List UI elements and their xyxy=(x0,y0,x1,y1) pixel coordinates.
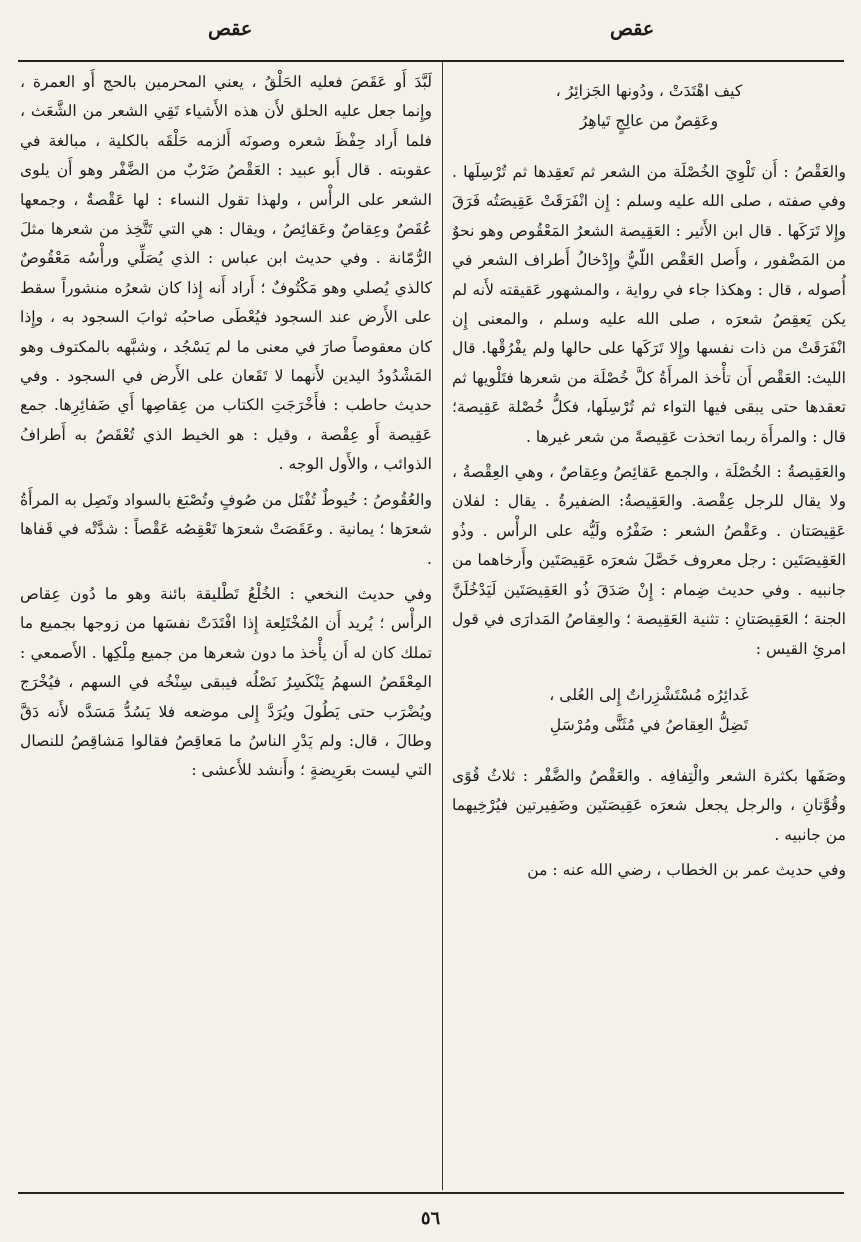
verse-mid xyxy=(452,680,846,740)
right-column xyxy=(452,68,846,1186)
entry-paragraph: وفي حديث عمر بن الخطاب ، رضي الله عنه : من xyxy=(527,861,846,880)
running-head-right: عقص xyxy=(610,18,655,40)
page-number: ٥٦ xyxy=(420,1208,441,1229)
entry-paragraph: والعَقْصُ : أَن تَلْوِيَ الخُصْلَة من الشعر ثم تَعقِدها ثم تُرْسِلَها . وفي صفته ، صلى الله عليه وسلم : إِن انْفَرَقَتْ عَقِيصَتُه فَرَقَ وإِلا تَرَكَها . قال ابن الأَثير : العَقِيصة الشعرُ المَعْقُوص وهو نحوٌ من المَضْفور ، وأَصل العَقْص اللّيُّ وإِدْخالُ أَطراف الشعر في أُصوله ، قال : وهكذا جاء في رواية ، والمشهور عَقيقته لأَنه لم يكن يَعقِصُ شعرَه ، صلى الله عليه وسلم ، والمعنى إِن انْفَرَقَتْ من ذات نفسها وإِلا تَرَكَها على حالها ولم يفْرُقْها. قال الليث: العَقْص أَن تأْخذ المرأَةُ كلَّ خُصْلَة من شعرها فتَلْويها ثم تعقدها حتى يبقى فيها التواء ثم تُرْسِلَها، فكلُّ خُصْلة عَقِيصة؛ قال : والمرأَة ربما اتخذت عَقِيصةً من شعر غيرها . xyxy=(452,163,846,446)
column-divider xyxy=(442,62,443,1190)
entry-paragraph: وفي حديث النخعي : الخُلْعُ تَطْليقة بائنة وهو ما دُون عِقاص الرأْس ؛ يُريد أَن المُخْتَلِعة إِذا افْتَدَتْ نفسَها من زوجها بجميع ما تملك كان له أَن يأْخذ ما دون شعرها من جميع مِلْكِها . الأَصمعي : المِعْقَصُ السهمُ يَنْكَسِرُ نَصْلُه فيبقى سِنْخُه في السهم ، فيُخْرَج ويُضْرَب حتى يَطُولَ ويُرَدَّ إِلى موضعه فلا يَسُدُّ مَسَدَّه لأَنه دَقَّ وطالَ ، قال: ولم يَدْرِ الناسُ ما مَعاقِصُ فقالوا مَشاقِصُ للنصال التي ليست بعَرِيضةٍ ؛ وأَنشد للأَعشى : xyxy=(20,584,432,780)
entry-paragraph: والعُقُوصُ : خُيوطٌ تُفْتَل من صُوفٍ وتُصْبَغ بالسواد وتَصِل به المرأَةُ شعرَها ؛ يمانية . وعَقَصَتْ شعرَها تَعْقِصُه عَقْصاً : شدَّتْه في قَفاها . xyxy=(20,490,432,568)
verse-line: تَضِلُّ العِقاصُ في مُثَنًّى ومُرْسَلِ xyxy=(549,715,749,734)
top-rule xyxy=(18,60,844,62)
entry-paragraph: لَبَّدَ أَو عَقَصَ فعليه الحَلْقُ ، يعني المحرمين بالحج أَو العمرة ، وإِنما جعل عليه الحلق لأَن هذه الأَشياء تَقِي الشعر من الشَّعَث ، فلما أَراد حِفْظَ شعره وصونَه أَلزمه حَلْقَه بالكلية ، مبالغة في عقوبته . قال أَبو عبيد : العَقْصُ ضَرْبٌ من الضَّفْر وهو أَن يلوى الشعر على الرأْس ، ولهذا تقول النساء : لها عَقْصةٌ ، وجمعها عُقَصٌ وعِقاصٌ وعَقائِصُ ، ويقال : هي التي تَتَّخِذ من شعرها مثلَ الرُّمّانة . وفي حديث ابن عباس : الذي يُصَلِّي ورأْسُه مَعْقُوصٌ كالذي يُصلي وهو مَكْتُوفٌ ؛ أَراد أَنه إِذا كان شعرُه منشوراً سقط على الأَرض عند السجود فيُعْطَى صاحبُه ثوابَ السجود به ، وإِذا كان معقوصاً صارَ في معنى ما لم يَسْجُد ، وشبَّهه بالمكتوف وهو المَشْدُودُ اليدين لأَنهما لا تَقَعان على الأَرض في السجود . وفي حديث حاطب : فأَخْرَجَتِ الكتاب من عِقاصِها أَي ضَفائِرِها. جمع عَقِيصة أَو عِقْصة ، وقيل : هو الخيط الذي تُعْقَصُ به أَطرافُ الذوائب ، والأَول الوجه . xyxy=(20,73,432,474)
left-column xyxy=(20,68,432,1186)
bottom-rule xyxy=(18,1192,844,1194)
verse-line: كيف اهْتَدَتْ ، ودُونها الجَزائِرُ ، xyxy=(555,82,743,100)
verse-line: وعَقِصٌ من عالِجٍ تَياهِرُ xyxy=(579,112,719,130)
running-head-left: عقص xyxy=(208,18,253,40)
verse-line: غَدائِرُه مُسْتَشْزِراتٌ إِلى العُلى ، xyxy=(549,685,749,704)
verse-top xyxy=(452,76,846,136)
entry-paragraph: وصَفَها بكثرة الشعر والْتِفافِه . والعَقْصُ والضَّفْر : ثلاثُ قُوًى وقُوَّتانِ ، والرجل يجعل شعرَه عَقِيصَتَين وضَفِيرتين فيُرْخِيهما من جانبيه . xyxy=(452,766,846,844)
entry-paragraph: والعَقِيصةُ : الخُصْلَة ، والجمع عَقائِصُ وعِقاصٌ ، وهي العِقْصةُ ، ولا يقال للرجل عِقْصة. والعَقِيصةُ: الضفيرةُ . يقال : لفلان عَقِيصَتان . وعَقْصُ الشعر : ضَفْرُه ولَيُّه على الرأْس . وذُو العَقِيصَتَين : رجل معروف خَصَّلَ شعرَه عَقِيصَتَين وأَرخاهما من جانبيه . وفي حديث ضِمام : إِنْ صَدَقَ ذُو العَقِيصَتَين لَيَدْخُلَنَّ الجنة ؛ العَقِيصَتانِ : تثنية العَقِيصة ؛ والعِقاصُ المَدارَى في قول امرئِ القيس : xyxy=(452,463,846,658)
